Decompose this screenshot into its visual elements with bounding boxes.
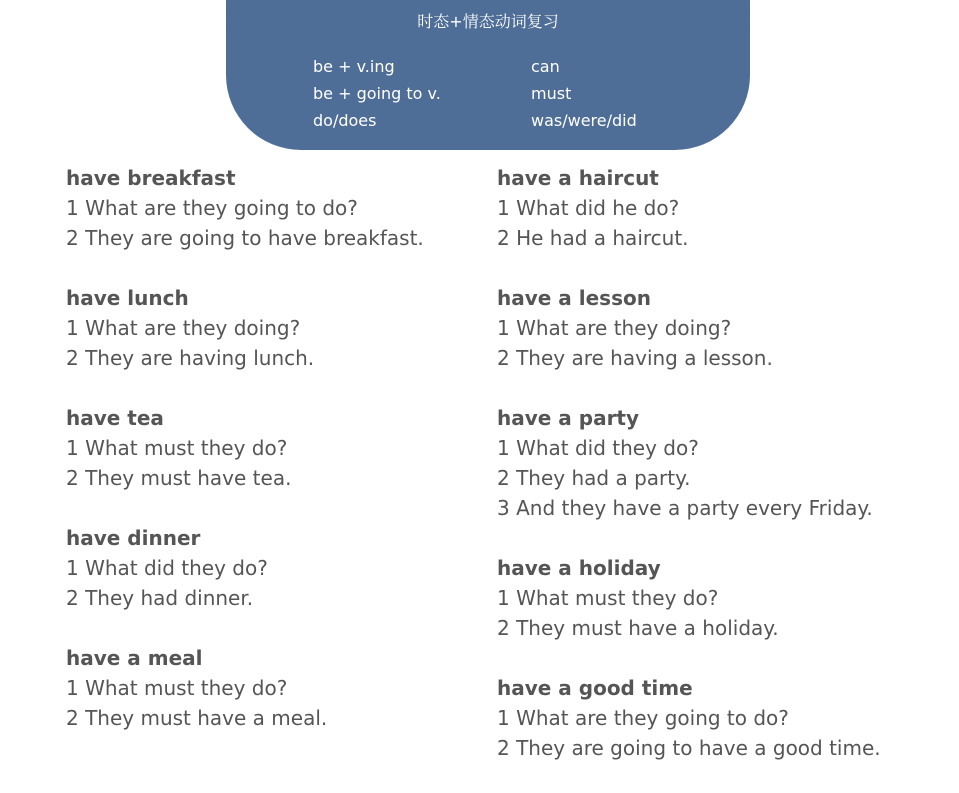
tense-item: be + v.ing bbox=[313, 57, 395, 76]
header-title: 时态+情态动词复习 bbox=[417, 12, 559, 31]
phrase-section bbox=[66, 403, 496, 493]
phrase-line: 1 What did they do? bbox=[66, 556, 268, 580]
phrase-line: 2 They are having a lesson. bbox=[497, 346, 773, 370]
phrase-line: 2 They must have a holiday. bbox=[497, 616, 779, 640]
phrase-line: 2 They are going to have a good time. bbox=[497, 736, 881, 760]
modal-item: can bbox=[531, 57, 560, 76]
phrase-title: have a good time bbox=[497, 676, 693, 700]
phrase-section bbox=[497, 163, 927, 253]
phrase-line: 1 What are they doing? bbox=[66, 316, 301, 340]
phrase-title: have a haircut bbox=[497, 166, 659, 190]
phrase-title: have a meal bbox=[66, 646, 203, 670]
phrase-title: have lunch bbox=[66, 286, 189, 310]
tense-list bbox=[313, 53, 441, 134]
tense-item: do/does bbox=[313, 111, 377, 130]
phrase-line: 1 What must they do? bbox=[66, 436, 288, 460]
phrase-section bbox=[66, 523, 496, 613]
phrase-section bbox=[497, 283, 927, 373]
modal-list bbox=[531, 53, 637, 134]
phrase-section bbox=[497, 553, 927, 643]
left-column bbox=[66, 163, 496, 763]
phrase-line: 1 What are they doing? bbox=[497, 316, 732, 340]
phrase-line: 2 They must have a meal. bbox=[66, 706, 328, 730]
phrase-line: 1 What are they going to do? bbox=[497, 706, 789, 730]
phrase-line: 1 What are they going to do? bbox=[66, 196, 358, 220]
phrase-line: 1 What did he do? bbox=[497, 196, 680, 220]
phrase-line: 2 They are going to have breakfast. bbox=[66, 226, 424, 250]
phrase-section bbox=[66, 283, 496, 373]
phrase-line: 2 They are having lunch. bbox=[66, 346, 315, 370]
phrase-line: 3 And they have a party every Friday. bbox=[497, 496, 873, 520]
modal-item: must bbox=[531, 84, 572, 103]
phrase-section bbox=[497, 673, 927, 763]
phrase-section bbox=[66, 643, 496, 733]
phrase-line: 2 They had a party. bbox=[497, 466, 691, 490]
tense-item: be + going to v. bbox=[313, 84, 441, 103]
phrase-title: have dinner bbox=[66, 526, 201, 550]
phrase-section bbox=[66, 163, 496, 253]
phrase-line: 2 They must have tea. bbox=[66, 466, 292, 490]
phrase-line: 1 What must they do? bbox=[66, 676, 288, 700]
phrase-title: have a holiday bbox=[497, 556, 661, 580]
phrase-title: have tea bbox=[66, 406, 164, 430]
phrase-title: have a lesson bbox=[497, 286, 651, 310]
modal-item: was/were/did bbox=[531, 111, 637, 130]
phrase-title: have breakfast bbox=[66, 166, 236, 190]
phrase-line: 1 What must they do? bbox=[497, 586, 719, 610]
phrase-section bbox=[497, 403, 927, 523]
phrase-line: 1 What did they do? bbox=[497, 436, 699, 460]
right-column bbox=[497, 163, 927, 793]
header-banner bbox=[226, 0, 750, 150]
phrase-title: have a party bbox=[497, 406, 640, 430]
phrase-line: 2 He had a haircut. bbox=[497, 226, 689, 250]
phrase-line: 2 They had dinner. bbox=[66, 586, 254, 610]
